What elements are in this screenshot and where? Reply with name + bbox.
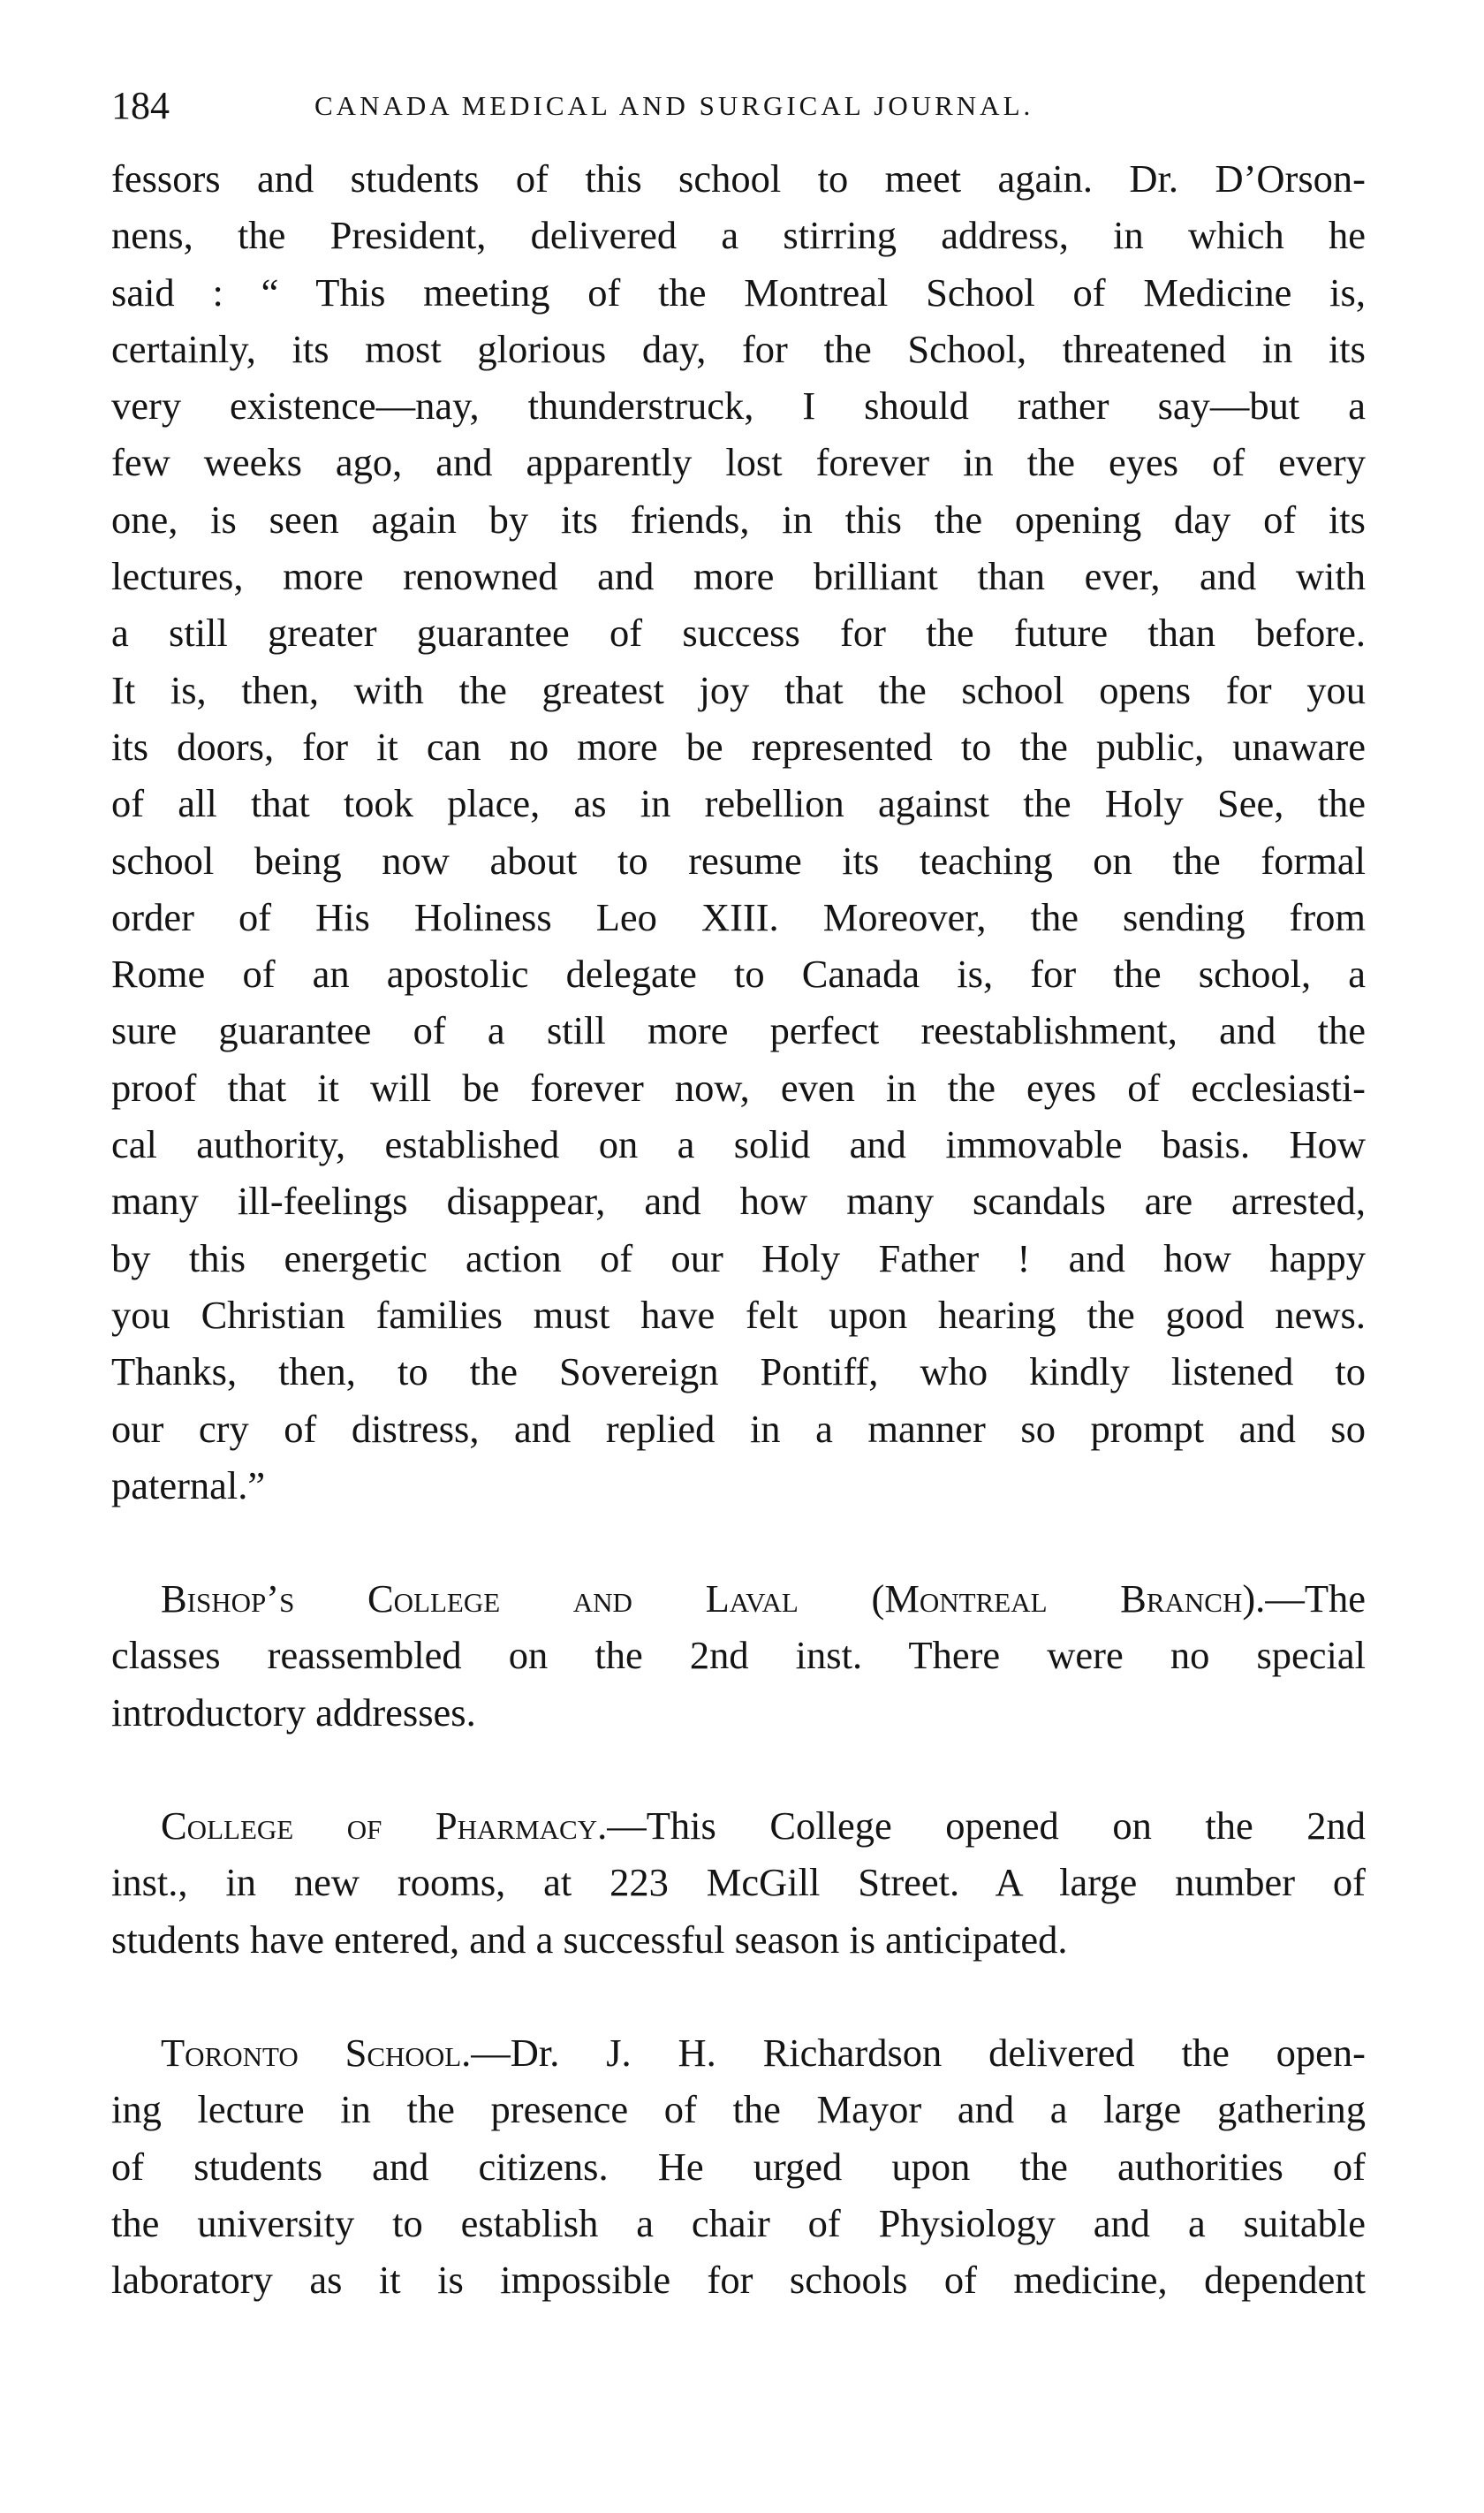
text-line: introductory addresses. [111,1689,476,1735]
text-line: order of His Holiness Leo XIII. Moreover, the sending from [111,894,1366,939]
text-line: of all that took place, as in rebellion against the Holy See, the [111,781,1366,826]
text-line: of students and citizens. He urged upon the authorities of [111,2144,1366,2189]
text-line: Thanks, then, to the Sovereign Pontiff, who kindly listened to [111,1349,1366,1394]
text-line: few weeks ago, and apparently lost forever in the eyes of every [111,440,1366,485]
text-line: proof that it will be forever now, even in the eyes of ecclesiasti- [111,1065,1366,1110]
running-head [111,71,1366,141]
text-line: ing lecture in the presence of the Mayor and a large gathering [111,2087,1366,2132]
text-run: —Dr. J. H. Richardson delivered the open- [471,2030,1366,2075]
text-line: students have entered, and a successful season is anticipated. [111,1917,1068,1962]
paragraph-gap [111,1741,1366,1797]
text-run: —This College opened on the 2nd [607,1803,1366,1849]
text-line [111,2024,1366,2081]
text-line: cal authority, established on a solid and immovable basis. How [111,1122,1366,1167]
text-line: said : “ This meeting of the Montreal School of Medicine is, [111,270,1366,315]
text-line: lectures, more renowned and more brilliant than ever, and with [111,554,1366,599]
text-line [111,1797,1366,1854]
page-number: 184 [111,84,170,127]
text-line: Rome of an apostolic delegate to Canada is, for the school, a [111,952,1366,997]
text-line: a still greater guarantee of success for the future than before. [111,611,1366,656]
text-line: very existence—nay, thunderstruck, I should rather say—but a [111,383,1366,429]
paragraph-gap [111,1514,1366,1570]
text-line: paternal.” [111,1462,266,1507]
text-line: one, is seen again by its friends, in this the opening day of its [111,497,1366,542]
text-line: many ill-feelings disappear, and how many scandals are arrested, [111,1179,1366,1224]
text-run: —The [1265,1576,1366,1621]
text-line: certainly, its most glorious day, for the School, threatened in its [111,326,1366,371]
text-line: sure guarantee of a still more perfect reestablishment, and the [111,1008,1366,1053]
text-line: the university to establish a chair of Physiology and a suitable [111,2200,1366,2245]
journal-page [111,71,1366,2308]
section-heading: College of Pharmacy. [161,1803,608,1849]
text-line: fessors and students of this school to meet again. Dr. D’Orson- [111,156,1366,201]
text-line: by this energetic action of our Holy Father ! and how happy [111,1235,1366,1280]
paragraph-bishops-college [111,1570,1366,1741]
text-line: our cry of distress, and replied in a manner so prompt and so [111,1406,1366,1451]
paragraph-gap [111,1968,1366,2024]
text-line: laboratory as it is impossible for schools of medicine, dependent [111,2258,1366,2303]
text-line [111,1570,1366,1627]
text-line: classes reassembled on the 2nd inst. There were no special [111,1633,1366,1678]
section-heading: Bishop’s College and Laval (Montreal Branch). [161,1576,1266,1621]
text-line: inst., in new rooms, at 223 McGill Street. A large number of [111,1860,1366,1905]
paragraph-school-of-medicine [111,150,1366,1514]
text-line: nens, the President, delivered a stirring address, in which he [111,213,1366,258]
text-line: its doors, for it can no more be represented to the public, unaware [111,724,1366,769]
text-line: It is, then, with the greatest joy that the school opens for you [111,667,1366,712]
paragraph-toronto-school [111,2024,1366,2308]
text-line: school being now about to resume its teaching on the formal [111,838,1366,883]
journal-title: CANADA MEDICAL AND SURGICAL JOURNAL. [314,90,1034,121]
text-line: you Christian families must have felt upon hearing the good news. [111,1292,1366,1337]
paragraph-college-of-pharmacy [111,1797,1366,1968]
section-heading: Toronto School. [161,2030,472,2075]
